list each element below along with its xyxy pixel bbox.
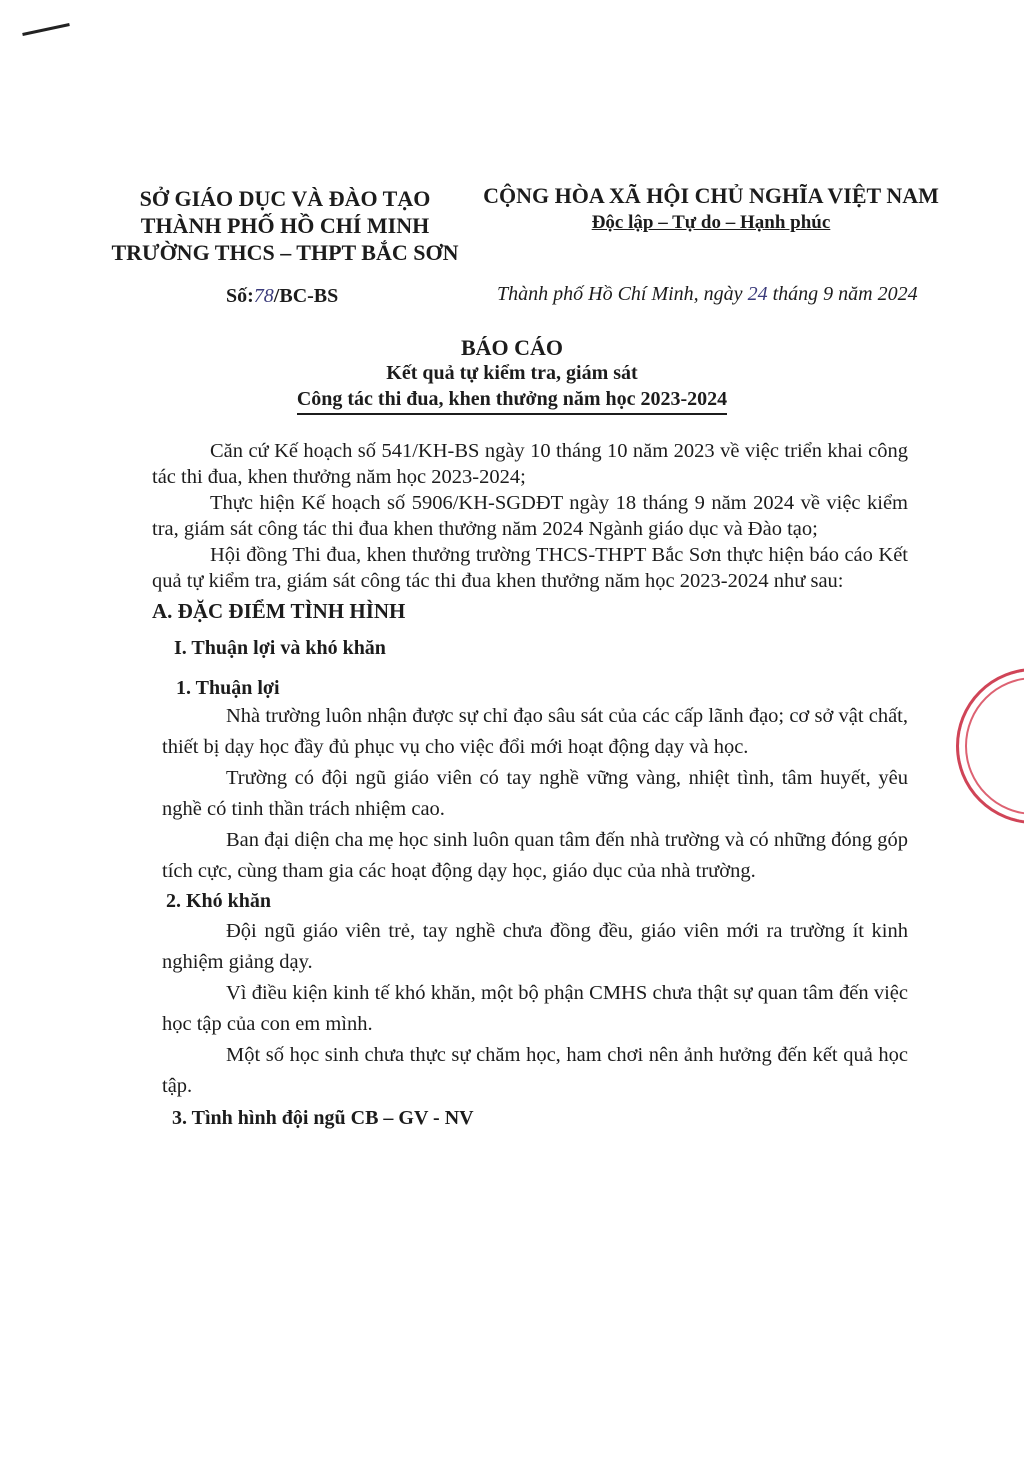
- difficulty-paragraph: Đội ngũ giáo viên trẻ, tay nghề chưa đồng đều, giáo viên mới ra trường ít kinh nghiệm giảng dạy.: [162, 920, 908, 973]
- date-suffix: năm 2024: [838, 283, 918, 305]
- advantage-paragraph: Ban đại diện cha mẹ học sinh luôn quan tâm đến nhà trường và có những đóng góp tích cực, cùng tham gia các hoạt động dạy học, giáo dục của nhà trường.: [162, 829, 908, 882]
- report-subtitle-2: [0, 388, 1024, 415]
- difficulty-paragraph: Vì điều kiện kinh tế khó khăn, một bộ phận CMHS chưa thật sự quan tâm đến việc học tập của con em mình.: [162, 982, 908, 1035]
- date-day: 24: [747, 283, 768, 305]
- issuer-line-1: SỞ GIÁO DỤC VÀ ĐÀO TẠO: [139, 186, 431, 211]
- intro-paragraph: Hội đồng Thi đua, khen thưởng trường THCS-THPT Bắc Sơn thực hiện báo cáo Kết quả tự kiểm tra, giám sát công tác thi đua khen thưởng năm học 2023-2024 như sau:: [152, 544, 908, 592]
- section-a-heading: A. ĐẶC ĐIỂM TÌNH HÌNH: [152, 599, 406, 623]
- report-body: [152, 438, 908, 1134]
- red-seal-stamp: [956, 668, 1024, 824]
- place-date: [497, 283, 918, 306]
- national-motto: Độc lập – Tự do – Hạnh phúc: [591, 212, 831, 233]
- advantages-heading: 1. Thuận lợi: [176, 677, 280, 699]
- report-title: BÁO CÁO: [460, 335, 564, 360]
- difficulties-heading: 2. Khó khăn: [166, 890, 272, 912]
- pen-mark: [22, 23, 70, 36]
- date-middle: tháng: [772, 283, 819, 305]
- issuer-line-2: THÀNH PHỐ HỒ CHÍ MINH: [140, 213, 430, 238]
- national-header: [478, 182, 944, 236]
- doc-number-suffix: /BC-BS: [273, 285, 339, 307]
- document-number: [226, 285, 338, 308]
- doc-number-prefix: Số:: [226, 285, 254, 307]
- advantage-paragraph: Trường có đội ngũ giáo viên có tay nghề vững vàng, nhiệt tình, tâm huyết, yêu nghề có tinh thần trách nhiệm cao.: [162, 767, 908, 820]
- place-prefix: Thành phố Hồ Chí Minh, ngày: [497, 283, 743, 305]
- report-subtitle-2-text: Công tác thi đua, khen thưởng năm học 2023-2024: [297, 388, 727, 415]
- intro-paragraph: Thực hiện Kế hoạch số 5906/KH-SGDĐT ngày 18 tháng 9 năm 2024 về việc kiểm tra, giám sát công tác thi đua khen thưởng năm 2024 Ngành giáo dục và Đào tạo;: [152, 492, 908, 540]
- issuer-header: [110, 185, 460, 266]
- section-i-heading: I. Thuận lợi và khó khăn: [174, 637, 386, 659]
- doc-number-handwritten: 78: [253, 285, 274, 307]
- advantage-paragraph: Nhà trường luôn nhận được sự chỉ đạo sâu sát của các cấp lãnh đạo; cơ sở vật chất, thiết bị dạy học đầy đủ phục vụ cho việc đổi mới hoạt động dạy và học.: [162, 705, 908, 758]
- national-title: CỘNG HÒA XÃ HỘI CHỦ NGHĨA VIỆT NAM: [483, 183, 939, 208]
- report-subtitle-1: Kết quả tự kiểm tra, giám sát: [386, 362, 638, 384]
- staff-heading: 3. Tình hình đội ngũ CB – GV - NV: [172, 1107, 474, 1129]
- issuer-line-3: TRƯỜNG THCS – THPT BẮC SƠN: [111, 240, 459, 265]
- intro-paragraph: Căn cứ Kế hoạch số 541/KH-BS ngày 10 tháng 10 năm 2023 về việc triển khai công tác thi đua, khen thưởng năm học 2023-2024;: [152, 440, 908, 488]
- date-month: 9: [823, 283, 834, 305]
- difficulty-paragraph: Một số học sinh chưa thực sự chăm học, ham chơi nên ảnh hưởng đến kết quả học tập.: [162, 1044, 908, 1097]
